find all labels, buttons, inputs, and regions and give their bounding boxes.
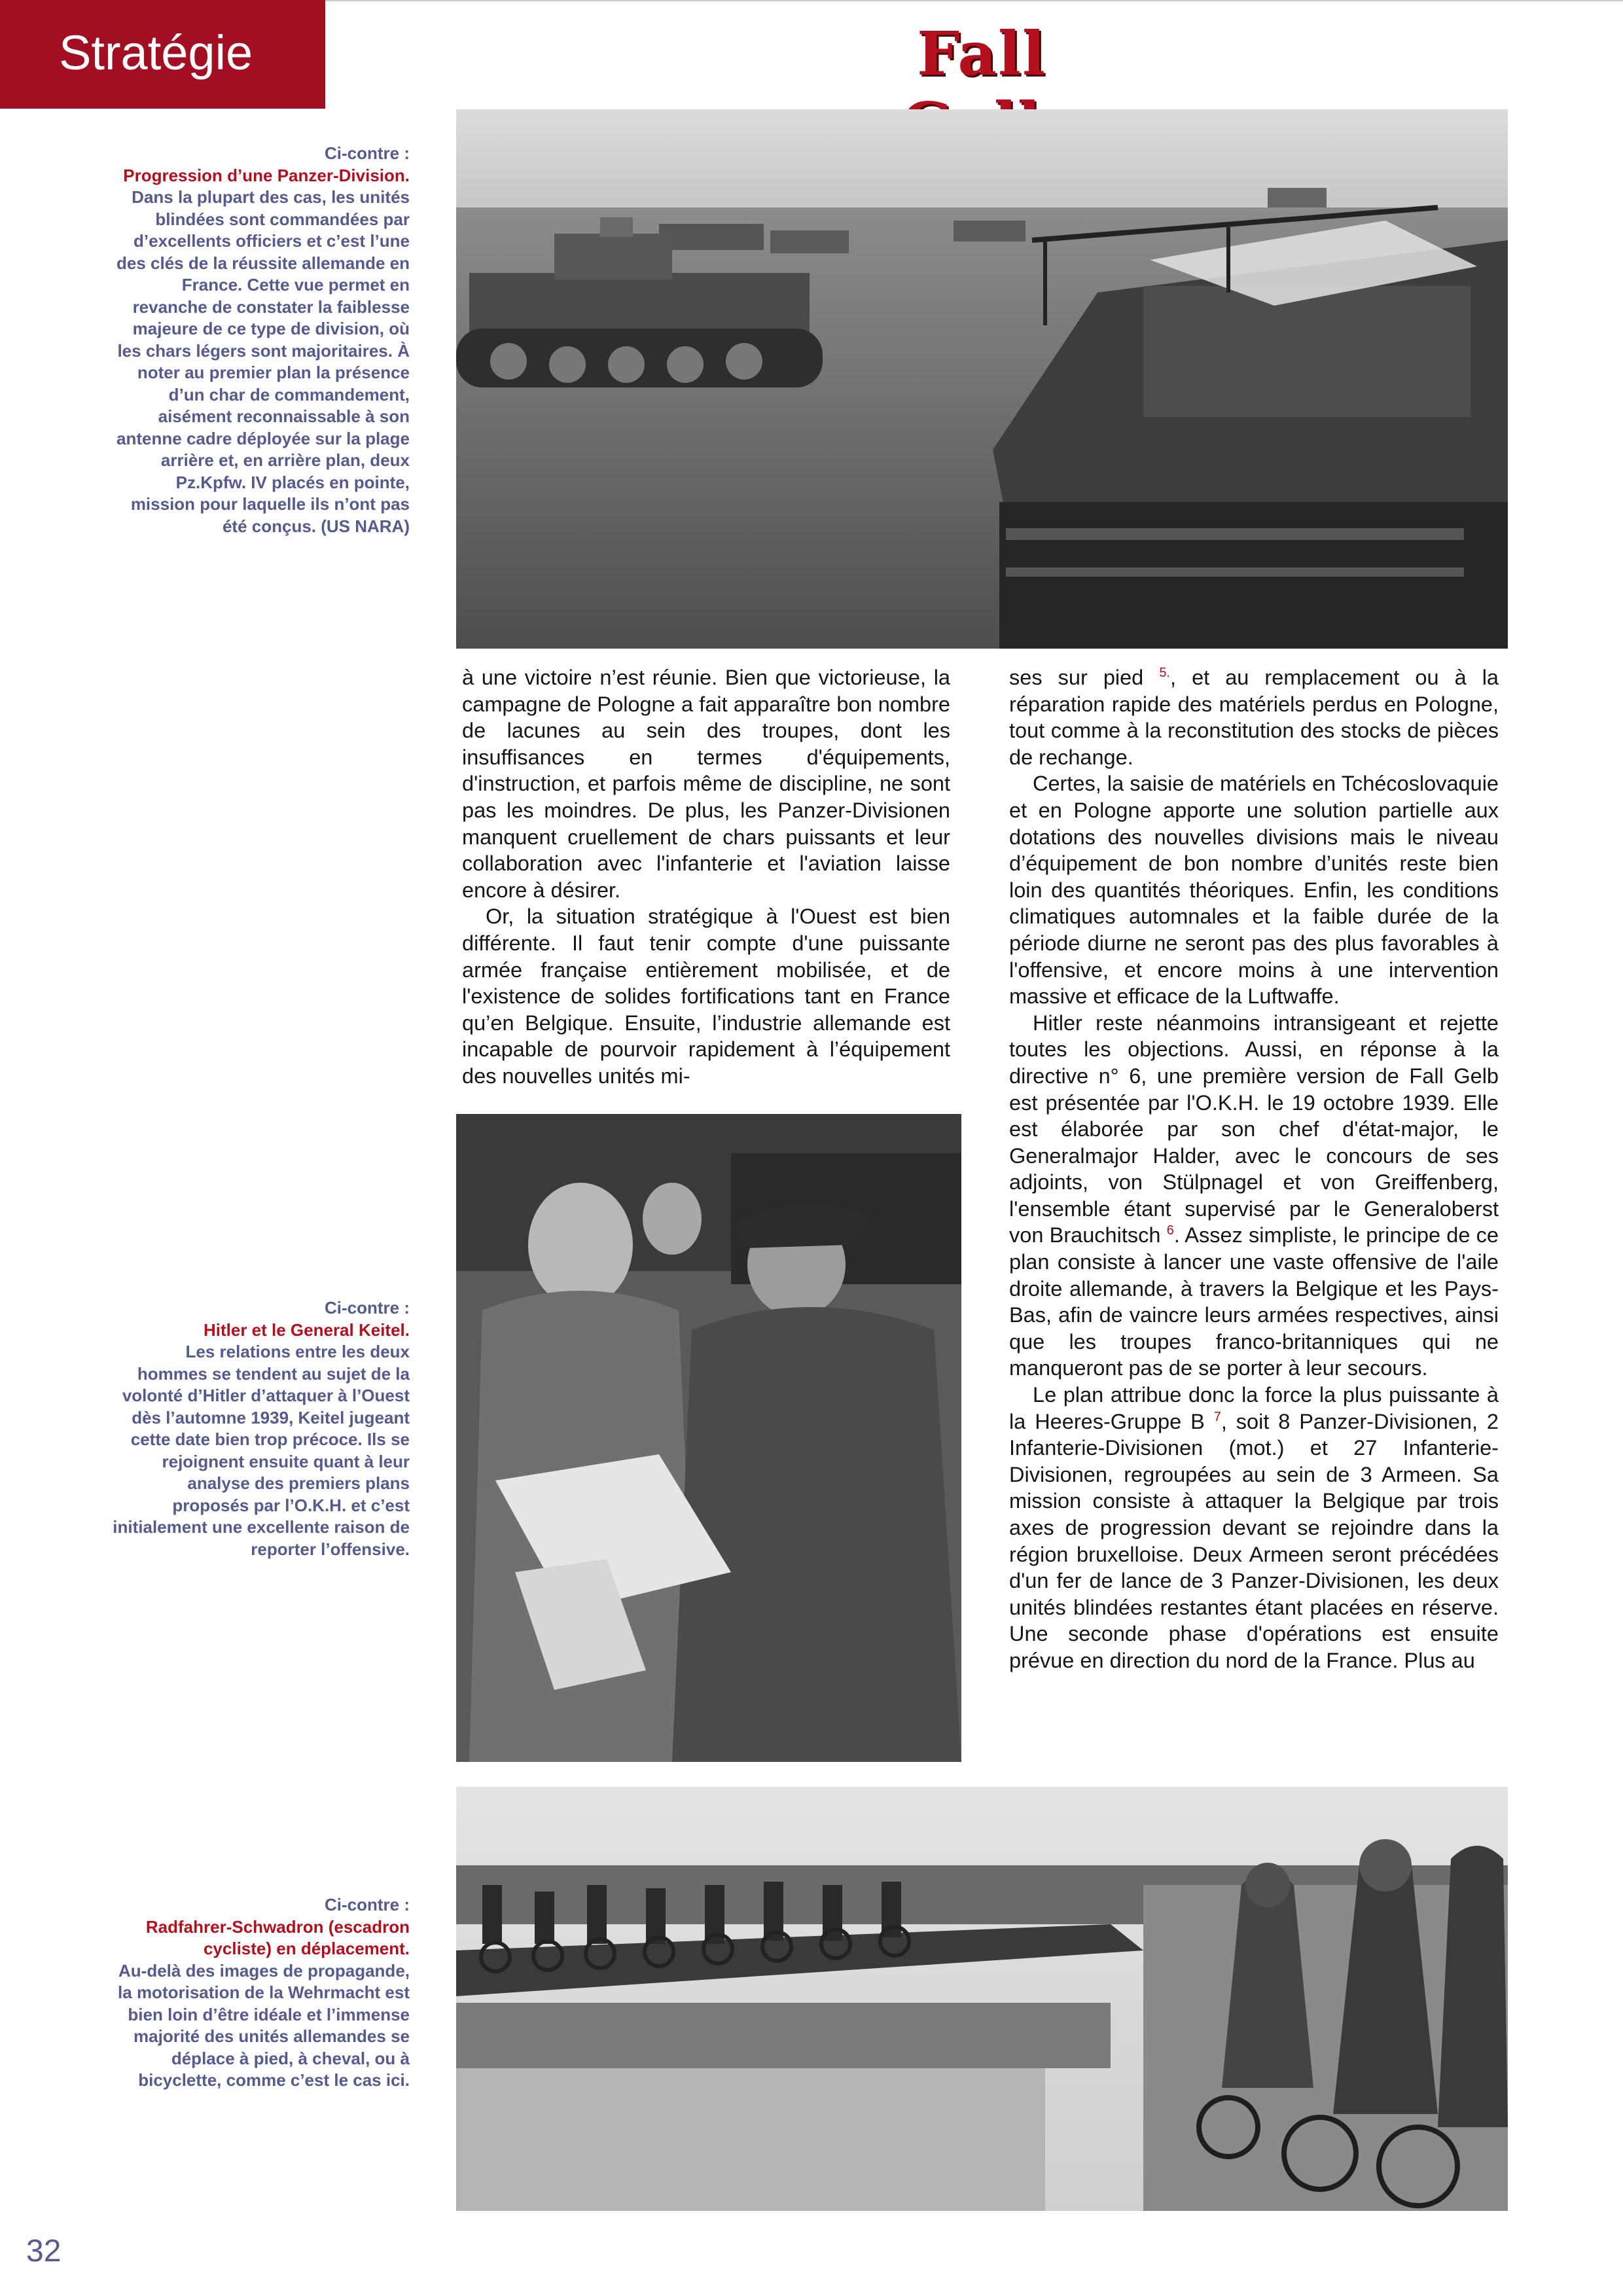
hitler-keitel-photo-image — [456, 1114, 961, 1762]
text-run: , soit 8 Panzer-Divisionen, 2 Infanterie-Divisionen (mot.) et 27 Infanterie-Divisionen, regroupées au sein de 3 Armeen. Sa mission consiste à attaquer la Belgique par trois axes de progression devant se rejoindre dans la région bruxelloise. Deux Armeen seront précédées d'un fer de lance de 3 Panzer-Divisionen, les deux unités blindées restantes étant placées en réserve. Une seconde phase d'opérations est ensuite prévue en direction du nord de la France. Plus au — [1009, 1409, 1499, 1672]
page-title: Fall — [917, 18, 1046, 89]
photo-hitler-keitel — [456, 1114, 961, 1762]
page-number: 32 — [26, 2234, 62, 2269]
article-paragraph: Or, la situation stratégique à l'Ouest est bien différente. Il faut tenir compte d'une puissante armée française entièrement mobilisée, et de l'existence de solides fortifications tant en France qu’en Belgique. Ensuite, l’industrie allemande est incapable de pourvoir rapidement à l’équipement des nouvelles unités mi- — [462, 905, 950, 1088]
footnote-ref-5[interactable]: 5. — [1159, 666, 1170, 681]
caption-tank-photo — [111, 143, 410, 537]
caption-body: Au-delà des images de propagande, la motorisation de la Wehrmacht est bien loin d’être idéale et l’immense majorité des unités allemandes se déplace à pied, à cheval, ou à bicyclette, comme c’est le cas ici. — [118, 1960, 410, 2090]
caption-head: Ci-contre : — [325, 1298, 410, 1318]
article-paragraph: à une victoire n’est réunie. Bien que victorieuse, la campagne de Pologne a fait apparaître bon nombre de lacunes au sein des troupes, dont les insuffisances en termes d'équipements, d'instruction, et parfois même de discipline, ne sont pas les moindres. De plus, les Panzer-Divisionen manquent cruellement de chars puissants et leur collaboration avec l'infanterie et l'aviation laisse encore à désirer. — [462, 666, 950, 902]
caption-cyclists — [111, 1894, 410, 2092]
article-paragraph — [1009, 1010, 1499, 1382]
caption-title: Radfahrer-Schwadron (escadron cycliste) en déplacement. — [145, 1916, 410, 1958]
caption-head: Ci-contre : — [325, 1895, 410, 1914]
text-run: ses sur pied — [1009, 666, 1144, 689]
article-paragraph: Certes, la saisie de matériels en Tchécoslovaquie et en Pologne apporte une solution partielle aux dotations des nouvelles divisions mais le niveau d’équipement de bon nombre d’unités reste bien loin des quantités théoriques. Enfin, les conditions climatiques automnales et la faible durée de la période diurne ne seront pas des plus favorables à l'offensive, et encore moins à une intervention massive et efficace de la Luftwaffe. — [1009, 772, 1499, 1009]
text-run: , et au remplacement ou à la réparation rapide des matériels perdus en Pologne, tout comme à la reconstitution des stocks de pièces de rechange. — [1009, 666, 1499, 769]
article-column-2 — [1009, 664, 1499, 1674]
article-paragraph — [1009, 1382, 1499, 1674]
footnote-ref-7[interactable]: 7 — [1213, 1409, 1221, 1424]
text-run: Le plan attribue donc la force la plus puissante à la Heeres-Gruppe B — [1009, 1383, 1499, 1433]
caption-body: Les relations entre les deux hommes se tendent au sujet de la volonté d’Hitler d’attaquer à l’Ouest dès l’automne 1939, Keitel jugeant cette date bien trop précoce. Ils se rejoignent ensuite quant à leur analyse des premiers plans proposés par l’O.K.H. et c’est initialement une excellente raison de reporter l’offensive. — [113, 1342, 410, 1559]
caption-hitler-keitel — [111, 1297, 410, 1560]
cyclist-photo-image — [456, 1787, 1508, 2211]
text-run: Hitler reste néanmoins intransigeant et rejette toutes les objections. Aussi, en réponse à la directive n° 6, une première version de Fall Gelb est présentée par l'O.K.H. le 19 octobre 1939. Elle est élaborée par son chef d'état-major, le Generalmajor Halder, avec le concours de ses adjoints, von Stülpnagel et von Greiffenberg, l'ensemble étant supervisé par le Generaloberst von Brauchitsch — [1009, 1011, 1499, 1247]
caption-title: Hitler et le General Keitel. — [203, 1319, 410, 1340]
caption-body: Dans la plupart des cas, les unités blindées sont commandées par d’excellents officiers et c’est l’une des clés de la réussite allemande en France. Cette vue permet en revanche de constater la faiblesse majeure de ce type de division, où les chars légers sont majoritaires. À noter au premier plan la présence d’un char de commandement, aisément reconnaissable à son antenne cadre déployée sur la plage arrière et, en arrière plan, deux Pz.Kpfw. IV placés en pointe, mission pour laquelle ils n’ont pas été conçus. (US NARA) — [116, 187, 410, 536]
caption-head: Ci-contre : — [325, 143, 410, 163]
footnote-ref-6[interactable]: 6 — [1166, 1223, 1174, 1238]
text-run: . Assez simpliste, le principe de ce plan consiste à lancer une vaste offensive de l'aile droite allemande, à travers la Belgique et les Pays-Bas, afin de vaincre leurs armées respectives, ainsi que les troupes franco-britanniques qui ne manqueront pas de se porter à leur secours. — [1009, 1223, 1499, 1380]
tank-photo-image — [456, 109, 1508, 649]
photo-cyclist-squadron — [456, 1787, 1508, 2211]
article-column-1 — [462, 664, 950, 1090]
section-tab: Stratégie — [0, 0, 325, 109]
caption-title: Progression d’une Panzer-Division. — [123, 165, 410, 185]
article-paragraph — [1009, 664, 1499, 770]
photo-panzer-division — [456, 109, 1508, 649]
